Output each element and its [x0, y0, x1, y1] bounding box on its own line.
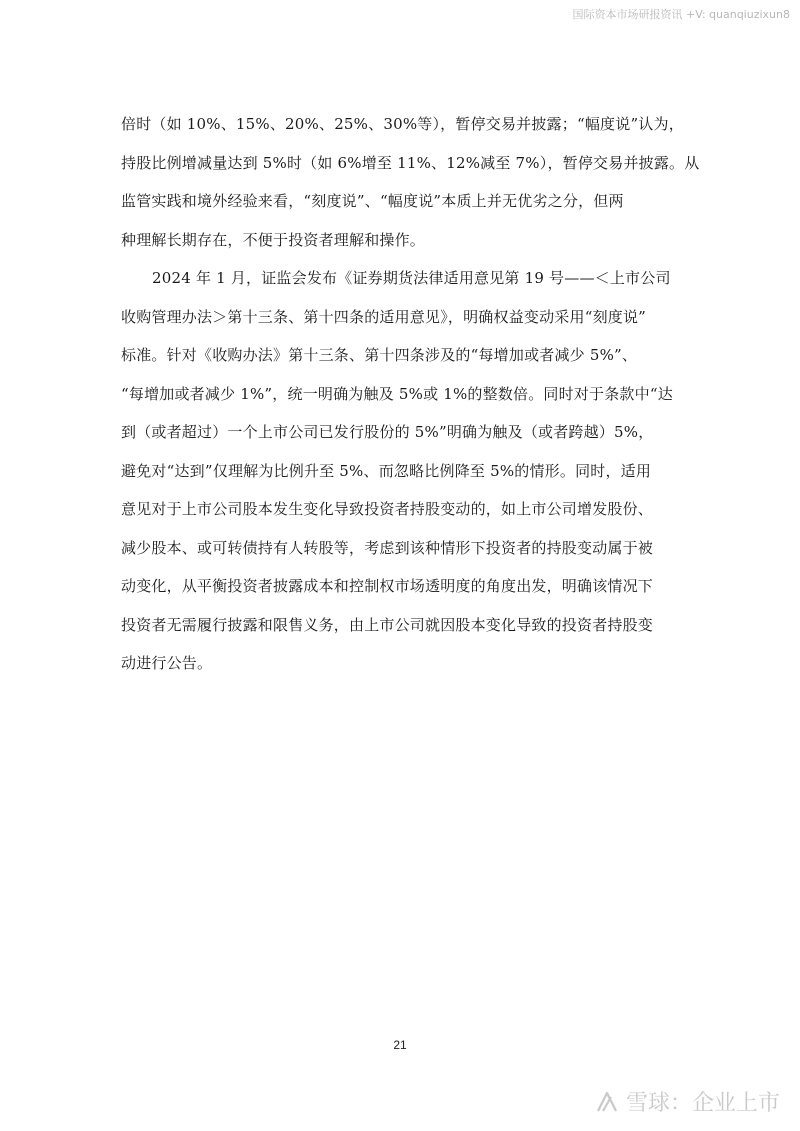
- text-line: 投资者无需履行披露和限售义务，由上市公司就因股本变化导致的投资者持股变: [121, 615, 654, 634]
- text-line: 减少股本、或可转债持有人转股等，考虑到该种情形下投资者的持股变动属于被: [121, 538, 654, 557]
- footer-brand-text: 雪球：企业上市: [625, 1091, 780, 1116]
- text-line: 动变化，从平衡投资者披露成本和控制权市场透明度的角度出发，明确该情况下: [121, 577, 654, 595]
- text-line: “每增加或者减少 1%”，统一明确为触及 5%或 1%的整数倍。同时对于条款中“达: [121, 384, 673, 403]
- text-line: 收购管理办法＞第十三条、第十四条的适用意见》，明确权益变动采用“刻度说”: [121, 307, 647, 326]
- text-line: 2024 年 1 月，证监会发布《证券期货法律适用意见第 19 号——＜上市公司: [152, 269, 671, 287]
- text-line: 避免对“达到”仅理解为比例升至 5%、而忽略比例降至 5%的情形。同时，适用: [121, 461, 652, 480]
- text-line: 监管实践和境外经验来看，“刻度说”、“幅度说”本质上并无优劣之分，但两: [121, 192, 624, 210]
- text-line: 到（或者超过）一个上市公司已发行股份的 5%”明确为触及（或者跨越）5%，: [121, 423, 654, 441]
- text-line: 动进行公告。: [121, 654, 213, 672]
- text-line: 标准。针对《收购办法》第十三条、第十四条涉及的“每增加或者减少 5%”、: [121, 346, 638, 364]
- footer-brand: [594, 1086, 780, 1117]
- text-line: 持股比例增减量达到 5%时（如 6%增至 11%、12%减至 7%），暂停交易并披露。从: [121, 153, 700, 172]
- text-line: 倍时（如 10%、15%、20%、25%、30%等），暂停交易并披露；“幅度说”认为，: [121, 115, 684, 133]
- page-number: 21: [393, 1038, 407, 1052]
- text-line: 种理解长期存在，不便于投资者理解和操作。: [121, 230, 426, 249]
- snowball-logo-icon: [594, 1089, 620, 1115]
- document-body: [121, 105, 700, 683]
- top-watermark: 国际资本市场研报资讯 +V: quanqiuzixun8: [572, 8, 790, 21]
- text-line: 意见对于上市公司股本发生变化导致投资者持股变动的，如上市公司增发股份、: [121, 500, 654, 518]
